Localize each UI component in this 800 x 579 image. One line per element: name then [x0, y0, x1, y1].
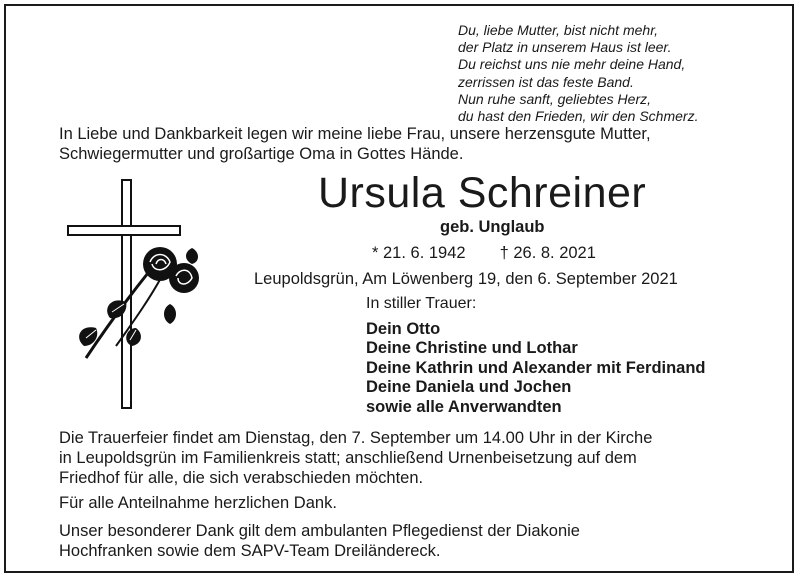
mourners-list [366, 320, 706, 417]
special-thanks-line: Unser besonderer Dank gilt dem ambulanten Pflegedienst der Diakonie [59, 522, 580, 540]
poem-line: zerrissen ist das feste Band. [458, 73, 634, 90]
poem-line: du hast den Frieden, wir den Schmerz. [458, 108, 699, 125]
deceased-name: Ursula Schreiner [318, 169, 647, 217]
birth-name: geb. Unglaub [440, 218, 545, 236]
life-dates [372, 244, 630, 263]
intro-line: Schwiegermutter und großartige Oma in Gottes Hände. [59, 145, 464, 163]
mourner-entry: Deine Kathrin und Alexander mit Ferdinand [366, 358, 706, 377]
poem-line: Du reichst uns nie mehr deine Hand, [458, 56, 686, 73]
funeral-line: Friedhof für alle, die sich verabschieden möchten. [59, 469, 424, 487]
funeral-info [59, 428, 652, 488]
poem-line: der Platz in unserem Haus ist leer. [458, 39, 672, 56]
funeral-line: in Leupoldsgrün im Familienkreis statt; anschließend Urnenbeisetzung auf dem [59, 449, 637, 467]
intro-line: In Liebe und Dankbarkeit legen wir meine liebe Frau, unsere herzensgute Mutter, [59, 125, 651, 143]
cross-with-rose-icon [66, 178, 216, 410]
mourning-label: In stiller Trauer: [366, 295, 477, 312]
mourner-entry: Dein Otto [366, 320, 441, 338]
birth-date: * 21. 6. 1942 [372, 244, 466, 262]
special-thanks [59, 521, 580, 561]
intro-text [59, 124, 759, 164]
place-and-date: Leupoldsgrün, Am Löwenberg 19, den 6. September 2021 [254, 270, 678, 288]
mourner-entry: sowie alle Anverwandten [366, 397, 562, 416]
poem-line: Du, liebe Mutter, bist nicht mehr, [458, 22, 658, 38]
funeral-line: Die Trauerfeier findet am Dienstag, den 7. September um 14.00 Uhr in der Kirche [59, 429, 653, 447]
poem-line: Nun ruhe sanft, geliebtes Herz, [458, 90, 651, 107]
mourner-entry: Deine Daniela und Jochen [366, 378, 572, 397]
death-date: † 26. 8. 2021 [499, 244, 596, 262]
mourner-entry: Deine Christine und Lothar [366, 339, 578, 358]
special-thanks-line: Hochfranken sowie dem SAPV-Team Dreiländereck. [59, 542, 441, 560]
thanks-text: Für alle Anteilnahme herzlichen Dank. [59, 494, 337, 512]
memorial-poem [458, 22, 698, 125]
